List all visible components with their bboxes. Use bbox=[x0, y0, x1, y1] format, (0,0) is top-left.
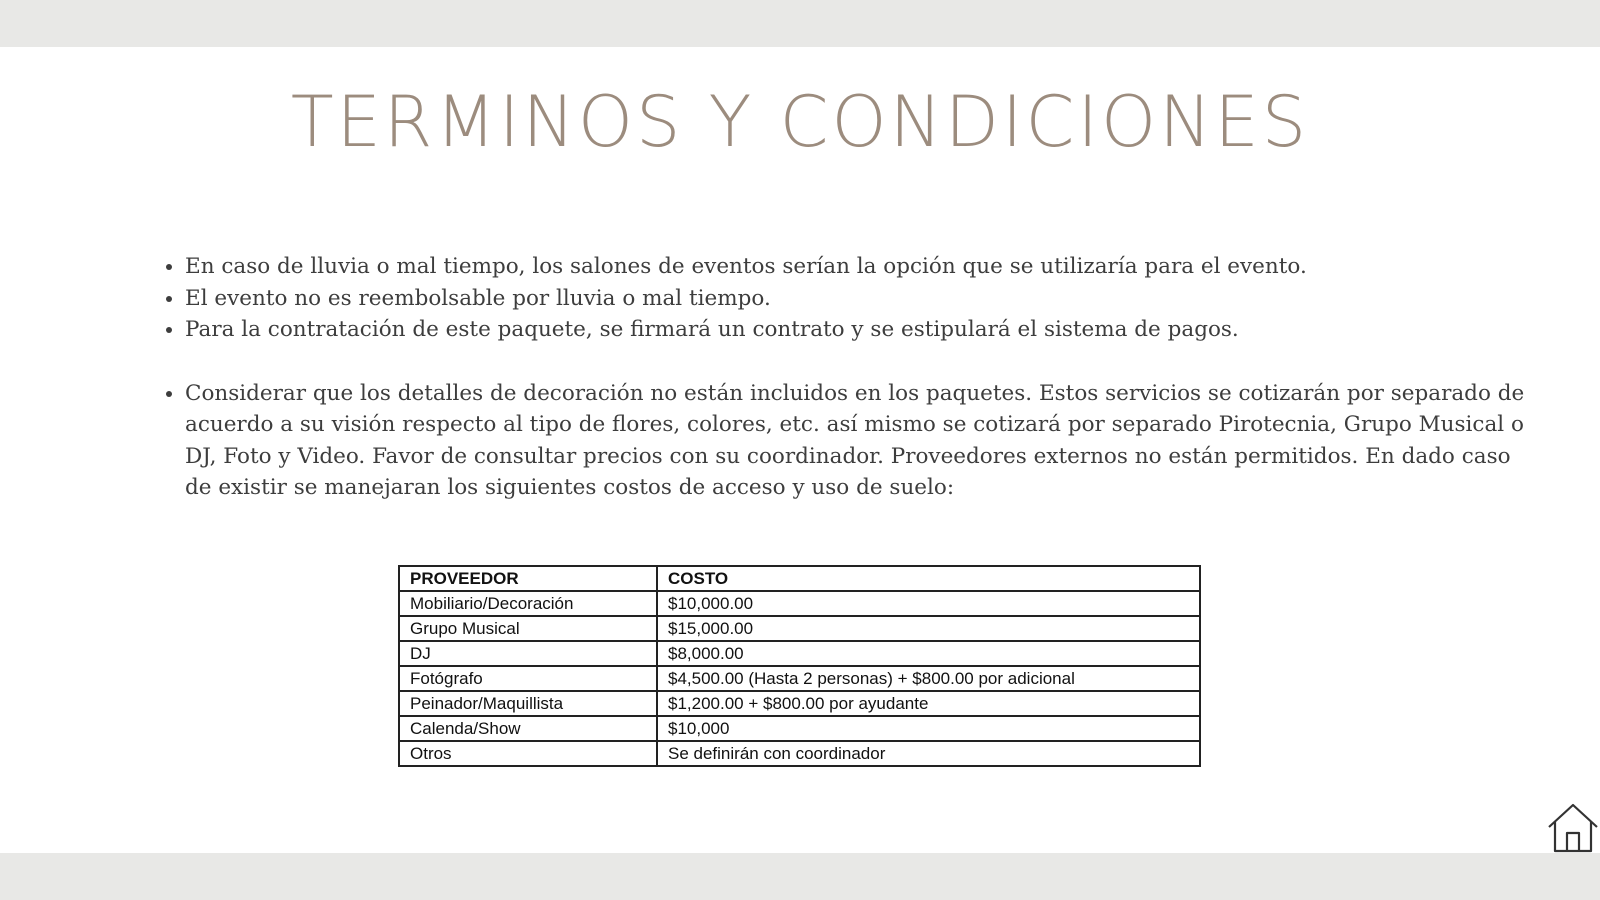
list-item: Para la contratación de este paquete, se firmará un contrato y se estipulará el sistema de pagos. bbox=[185, 314, 1525, 346]
cost-cell: $4,500.00 (Hasta 2 personas) + $800.00 por adicional bbox=[657, 666, 1200, 691]
list-item: El evento no es reembolsable por lluvia o mal tiempo. bbox=[185, 283, 1525, 315]
provider-cell: Mobiliario/Decoración bbox=[399, 591, 657, 616]
header-proveedor: PROVEEDOR bbox=[399, 566, 657, 591]
cost-cell: $10,000 bbox=[657, 716, 1200, 741]
home-icon bbox=[1546, 802, 1600, 854]
page-title: TERMINOS Y CONDICIONES bbox=[290, 81, 1310, 163]
header-costo: COSTO bbox=[657, 566, 1200, 591]
table-row bbox=[399, 716, 1200, 741]
list-item: Considerar que los detalles de decoración no están incluidos en los paquetes. Estos servicios se cotizarán por separado de acuerdo a su visión respecto al tipo de flores, colores, etc. así mismo se cotizará por separado Pirotecnia, Grupo Musical o DJ, Foto y Video. Favor de consultar precios con su coordinador. Proveedores externos no están permitidos. En dado caso de existir se manejaran los siguientes costos de acceso y uso de suelo: bbox=[185, 378, 1525, 504]
table-row bbox=[399, 616, 1200, 641]
provider-cell: Grupo Musical bbox=[399, 616, 657, 641]
cost-cell: $10,000.00 bbox=[657, 591, 1200, 616]
cost-cell: $15,000.00 bbox=[657, 616, 1200, 641]
table-row bbox=[399, 666, 1200, 691]
cost-cell: $1,200.00 + $800.00 por ayudante bbox=[657, 691, 1200, 716]
list-item: En caso de lluvia o mal tiempo, los salones de eventos serían la opción que se utilizaría para el evento. bbox=[185, 251, 1525, 283]
provider-cell: Peinador/Maquillista bbox=[399, 691, 657, 716]
cost-cell: $8,000.00 bbox=[657, 641, 1200, 666]
table-row bbox=[399, 691, 1200, 716]
cost-cell: Se definirán con coordinador bbox=[657, 741, 1200, 766]
home-button[interactable] bbox=[1546, 802, 1600, 854]
table-row bbox=[399, 591, 1200, 616]
terms-list bbox=[160, 251, 1525, 504]
table-header-row bbox=[399, 566, 1200, 591]
slide bbox=[0, 47, 1600, 853]
provider-cell: DJ bbox=[399, 641, 657, 666]
table-row bbox=[399, 741, 1200, 766]
provider-cell: Otros bbox=[399, 741, 657, 766]
provider-cost-table bbox=[398, 565, 1201, 767]
table-row bbox=[399, 641, 1200, 666]
provider-cell: Calenda/Show bbox=[399, 716, 657, 741]
provider-cell: Fotógrafo bbox=[399, 666, 657, 691]
